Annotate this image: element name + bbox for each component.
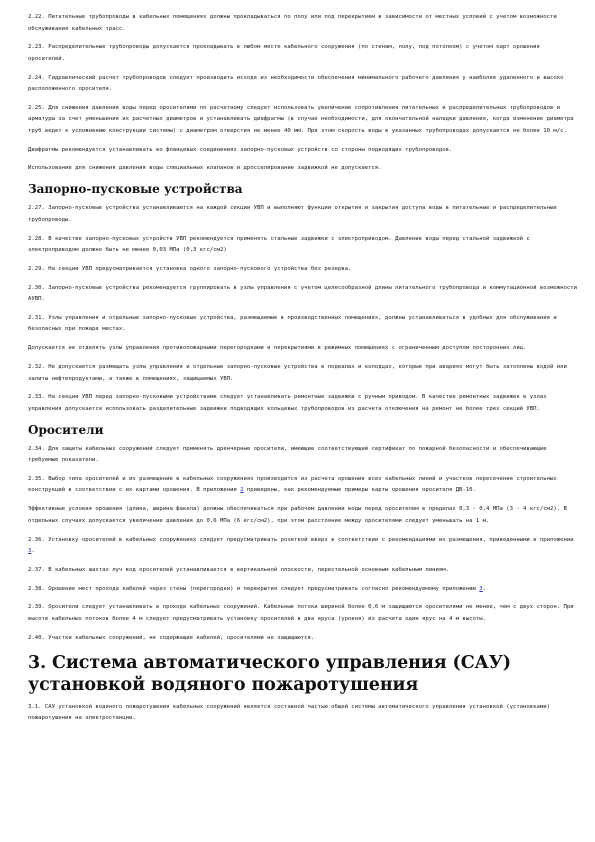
paragraph-2-22: 2.22. Питательные трубопроводы в кабельных помещениях должны прокладываться по полу или под перекрытием в зависимости от местных условий с учетом возможности обслуживания кабельных трасс. [28,14,557,32]
paragraph-2-34: 2.34. Для защиты кабельных сооружений следует применять дренчерные оросители, имеющие соответствующий сертификат по пожарной безопасности и обеспечивающие требуемые показатели. [28,445,547,464]
paragraph-2-31: 2.31. Узлы управления и отдельные запорно-пусковые устройства, размещаемые в производственных помещениях, должны устанавливаться в удобных для обслуживания и безопасных при пожаре местах. [28,314,557,333]
paragraph-2-30: 2.30. Запорно-пусковые устройства рекомендуется группировать в узлы управления с учетом целесообразной длины питательного трубопровода и коммутационной возможности АУВП. [28,284,577,303]
appendix-2-link[interactable]: 2 [240,487,244,494]
paragraph-2-23: 2.23. Распределительные трубопроводы допускается прокладывать в любом месте кабельного сооружения (по стенам, полу, под потолком) с учетом карт орошения оросителей. [28,44,540,62]
paragraph-2-35-text: 2.35. Выбор типа оросителей и их размещение в кабельных сооружениях производится из расчета орошения всех кабельных линий и участков пересечения строительных конструкций в соответствии с их картами орошения. В приложении [28,475,557,494]
paragraph-pressure-valves: Использование для снижения давления воды специальных клапанов и дросселирование задвижкой не допускается. [28,165,382,172]
paragraph-2-40: 2.40. Участки кабельных сооружений, не содержащие кабелей, оросителями не защищаются. [28,634,315,641]
paragraph-2-36 [28,535,577,558]
heading-valves: Запорно-пусковые устройства [28,182,243,197]
paragraph-2-38 [28,584,577,596]
paragraph-2-32: 2.32. Не допускается размещать узлы управления и отдельные запорно-пусковые устройства в подвалах и колодцах, которые при авариях могут быть затоплены водой или залиты нефтепродуктами, а также в помещениях, защищаемых УВП. [28,364,567,382]
paragraph-diaphragms: Диафрагмы рекомендуется устанавливать во фланцевых соединениях запорно-пусковых устройств со стороны подводящих трубопроводов. [28,146,453,153]
paragraph-3-1: 3.1. САУ установкой водяного пожаротушения кабельных сооружений является составной частью общей системы автоматического управления установкой (установками) пожаротушения на электростанции. [28,703,550,722]
paragraph-2-36-text-end: . [31,548,35,555]
heading-sprinklers: Оросители [28,422,104,437]
paragraph-control-nodes: Допускается не отделять узлы управления противопожарными перегородками и перекрытиями в режимных помещениях с ограниченным доступом посторонних лиц. [28,345,527,352]
appendix-3-link-2[interactable]: 3 [479,585,483,592]
paragraph-2-39: 2.39. Оросители следует устанавливать в проходе кабельных сооружений. Кабельные потоки шириной более 0,6 м защищаются оросителями не менее, чем с двух сторон. При высоте кабельных потоков более 4 м следует предусматривать установку оросителей в два яруса (уровня) из расчета один ярус на 4 м высоты. [28,604,574,622]
paragraph-2-38-text: 2.38. Орошение мест прохода кабелей через стены (перегородки) и перекрытия следует предусматривать согласно рекомендуемому приложению [28,585,480,592]
paragraph-irrigation-conditions: Эффективные условия орошения (длина, ширина факела) должны обеспечиваться при рабочем давлении воды перед оросителем в пределах 0,3 - 0,4 МПа (3 - 4 кгс/см2). В отдельных случаях допускается увеличение давления до 0,6 МПа (6 кгс/см2), при этом расстояние между оросителями следует уменьшать на 1 м. [28,506,567,524]
paragraph-2-38-text-end: . [482,585,487,592]
paragraph-2-33: 2.33. На секции УВП перед запорно-пусковыми устройствами следует устанавливать ремонтные задвижки с ручным приводом. В качестве ремонтных задвижек в узлах управления допускается использовать разделительные задвижки подводящих кольцевых трубопроводов из расчета отключения на ремонт не более трех секций УВП. [28,394,547,412]
paragraph-2-24: 2.24. Гидравлический расчет трубопроводов следует производить исходя из необходимости обеспечения минимального рабочего давления у наиболее удаленного и высоко расположенного оросителя. [28,74,564,93]
paragraph-2-35 [28,474,577,497]
paragraph-2-25: 2.25. Для снижения давления воды перед оросителями по расчетному следует использовать увеличение сопротивления питательных и распределительных трубопроводов и арматуры за счет уменьшения их расчетных диаметров и устанавливать диафрагмы (в случае необходимости, для окончательной наладки давления, когда изменение диаметра труб ведет к усложнению конструкции системы) с диаметром отверстия не менее 40 мм. При этом скорость воды в указанных трубопроводах допускается не более 10 м/с. [28,104,574,134]
paragraph-2-36-text: 2.36. Установку оросителей в кабельных сооружениях следует предусматривать розеткой вверх в соответствии с рекомендациями их размещения, приведенными в приложении [28,536,574,543]
paragraph-2-37: 2.37. В кабельных шахтах луч вод оросителей устанавливается в вертикальной плоскости, перестельной основным кабельным линиям. [28,566,449,573]
paragraph-2-35-text-end: приведены, как рекомендуемые примеры карты орошения оросителя ДВ-10. [243,487,476,494]
paragraph-2-29: 2.29. На секции УВП предусматривается установка одного запорно-пускового устройства без резерва. [28,265,352,272]
heading-section-3: 3. Система автоматического управления (САУ) установкой водяного пожаротушения [28,652,511,695]
paragraph-2-28: 2.28. В качестве запорно-пусковых устройств УВП рекомендуется применять стальные задвижки с электроприводом. Давление воды перед стальной задвижкой с электроприводом должно быть не менее 0,03 МПа (0,3 кгс/см2) [28,235,530,254]
appendix-3-link[interactable]: 3 [28,548,32,555]
paragraph-2-27: 2.27. Запорно-пусковые устройства устанавливаются на каждой секции УВП и выполняют функции открытия и закрытия доступа воды в питательные и распределительные трубопроводы. [28,205,557,223]
